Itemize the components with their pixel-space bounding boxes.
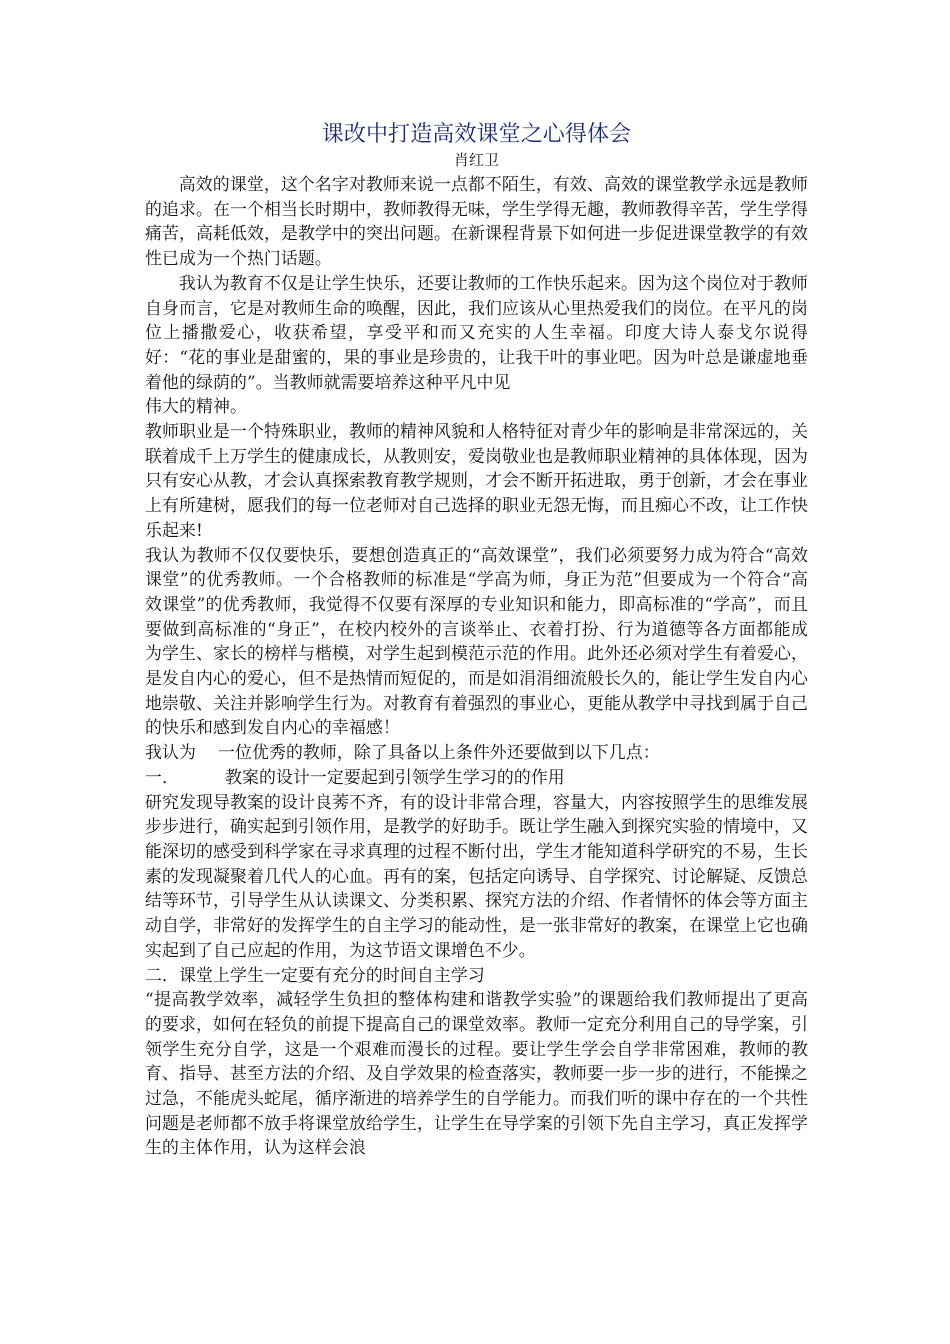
document-author: 肖红卫 [453, 151, 500, 169]
points-intro-text: 一位优秀的教师，除了具备以上条件外还要做到以下几点： [217, 742, 660, 763]
paragraph-happiness-end: 伟大的精神。 [145, 396, 247, 417]
section-heading-1-number: 一． [145, 766, 179, 787]
section-heading-1-text: 教案的设计一定要起到引领学生学习的的作用 [224, 766, 565, 787]
paragraph-profession: 教师职业是一个特殊职业，教师的精神风貌和人格特征对青少年的影响是非常深远的，关联着成千上万学生的健康成长，从教则安，爱岗敬业也是教师职业精神的具体体现，因为只有安心从教，才会认真探索教育教学规则，才会不断开拓进取，勇于创新，才会在事业上有所建树，愿我们的每一位老师对自己选择的职业无怨无悔，而且痴心不改，让工作快乐起来! [145, 421, 808, 540]
paragraph-self-study: “提高教学效率，减轻学生负担的整体构建和谐教学实验”的课题给我们教师提出了更高的要求，如何在轻负的前提下提高自己的课堂效率。教师一定充分利用自己的导学案，引领学生充分自学，这是一个艰难而漫长的过程。要让学生学会自学非常困难，教师的教育、指导、甚至方法的介绍、及自学效果的检查落实，教师要一步一步的进行，不能操之过急，不能虎头蛇尾，循序渐进的培养学生的自学能力。而我们听的课中存在的一个共性问题是老师都不放手将课堂放给学生，让学生在导学案的引领下先自主学习，真正发挥学生的主体作用，认为这样会浪 [145, 989, 808, 1158]
paragraph-lesson-plan: 研究发现导教案的设计良莠不齐，有的设计非常合理，容量大，内容按照学生的思维发展步步进行，确实起到引领作用，是教学的好助手。既让学生融入到探究实验的情境中，又能深切的感受到科学家在寻求真理的过程不断付出，学生才能知道科学研究的不易，生长素的发现凝聚着几代人的心血。再有的案，包括定向诱导、自学探究、讨论解疑、反馈总结等环节，引导学生从认读课文、分类积累、探究方法的介绍、作者情怀的体会等方面主动自学，非常好的发挥学生的自主学习的能动性，是一张非常好的教案，在课堂上它也确实起到了自己应起的作用，为这节语文课增色不少。 [145, 791, 808, 960]
points-intro-prefix: 我认为 [145, 742, 196, 763]
paragraph-happiness: 我认为教育不仅是让学生快乐，还要让教师的工作快乐起来。因为这个岗位对于教师自身而言，它是对教师生命的唤醒，因此，我们应该从心里热爱我们的岗位。在平凡的岗位上播撒爱心，收获希望，享受平和而又充实的人生幸福。印度大诗人泰戈尔说得好：“花的事业是甜蜜的，果的事业是珍贵的，让我干叶的事业吧。因为叶总是谦虚地垂着他的绿荫的”。当教师就需要培养这种平凡中见 [145, 272, 808, 392]
paragraph-points-intro [145, 740, 808, 765]
section-heading-2: 二．课堂上学生一定要有充分的时间自主学习 [145, 964, 485, 985]
document-page [145, 120, 808, 1160]
paragraph-qualities: 我认为教师不仅仅要快乐，要想创造真正的“高效课堂”，我们必须要努力成为符合“高效课堂”的优秀教师。一个合格教师的标准是“学高为师，身正为范”但要成为一个符合“高效课堂”的优秀教师，我觉得不仅要有深厚的专业知识和能力，即高标准的“学高”，而且要做到高标准的“身正”，在校内校外的言谈举止、衣着打扮、行为道德等各方面都能成为学生、家长的榜样与楷模，对学生起到模范示范的作用。此外还必须对学生有着爱心，是发自内心的爱心，但不是热情而短促的，而是如涓涓细流般长久的，能让学生发自内心地崇敬、关注并影响学生行为。对教育有着强烈的事业心，更能从教学中寻找到属于自己的快乐和感到发自内心的幸福感！ [145, 544, 808, 738]
paragraph-intro: 高效的课堂，这个名字对教师来说一点都不陌生，有效、高效的课堂教学永远是教师的追求。在一个相当长时期中，教师教得无味，学生学得无趣，教师教得辛苦，学生学得痛苦，高耗低效，是教学中的突出问题。在新课程背景下如何进一步促进课堂教学的有效性已成为一个热门话题。 [145, 174, 808, 269]
section-heading-1 [145, 765, 808, 790]
document-title: 课改中打造高效课堂之心得体会 [321, 122, 632, 147]
